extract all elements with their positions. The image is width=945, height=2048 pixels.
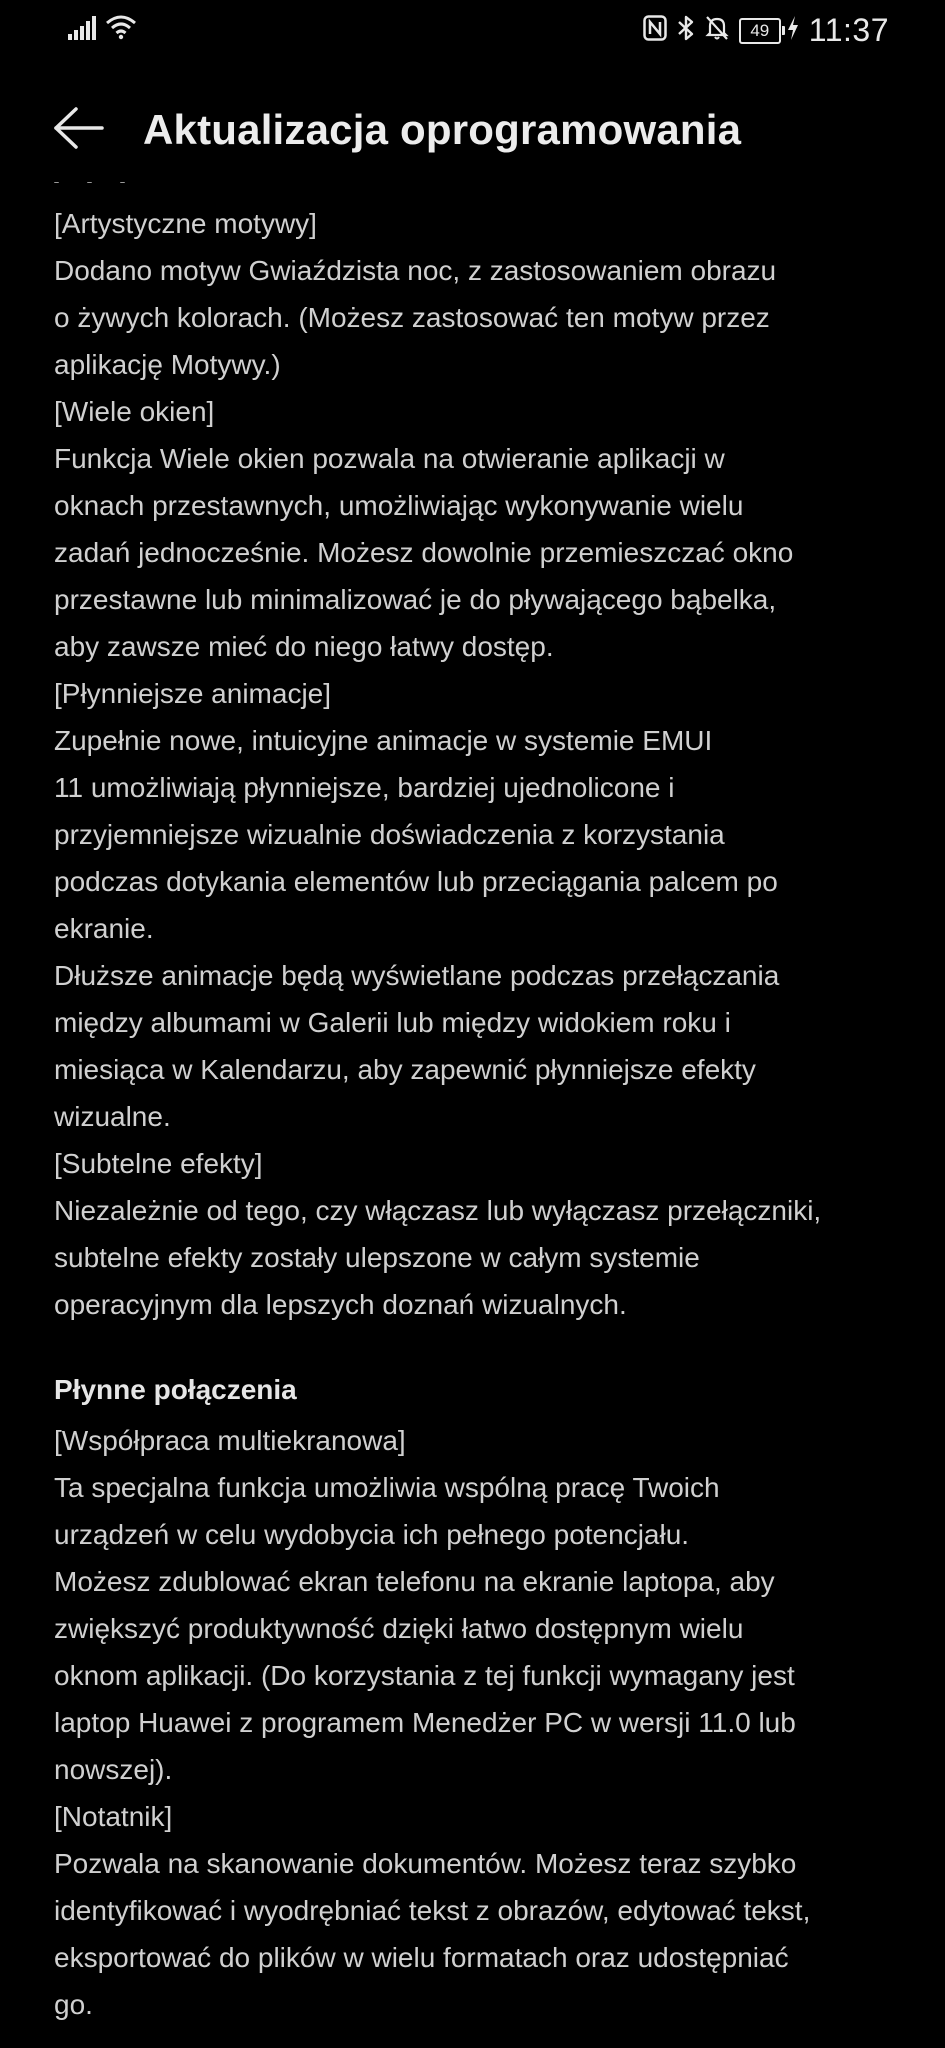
text-line: Zupełnie nowe, intuicyjne animacje w systemie EMUI — [54, 725, 713, 756]
status-time: 11:37 — [808, 12, 889, 48]
text-line: [Subtelne efekty] — [54, 1148, 263, 1179]
status-bar — [0, 0, 945, 64]
release-notes-section-1 — [54, 200, 914, 1328]
back-button[interactable] — [48, 104, 108, 156]
text-line: eksportować do plików w wielu formatach oraz udostępniać — [54, 1942, 789, 1973]
release-notes-section-2 — [54, 1417, 914, 2028]
text-line: [Współpraca multiekranowa] — [54, 1425, 406, 1456]
status-right — [643, 12, 889, 49]
text-line: identyfikować i wyodrębniać tekst z obrazów, edytować tekst, — [54, 1895, 811, 1926]
text-line: wizualne. — [54, 1101, 171, 1132]
text-line: o żywych kolorach. (Możesz zastosować ten motyw przez — [54, 302, 770, 333]
text-line: Ta specjalna funkcja umożliwia wspólną pracę Twoich — [54, 1472, 720, 1503]
text-line: [Płynniejsze animacje] — [54, 678, 332, 709]
text-line: przyjemniejsze wizualnie doświadczenia z korzystania — [54, 819, 725, 850]
text-line: operacyjnym dla lepszych doznań wizualnych. — [54, 1289, 627, 1320]
text-line: nowszej). — [54, 1754, 173, 1785]
text-line: aplikację Motywy.) — [54, 349, 281, 380]
text-line: ekranie. — [54, 913, 154, 944]
text-line: między albumami w Galerii lub między widokiem roku i — [54, 1007, 731, 1038]
text-line: Dłuższe animacje będą wyświetlane podczas przełączania — [54, 960, 780, 991]
wifi-icon — [104, 14, 138, 45]
text-line: oknach przestawnych, umożliwiając wykonywanie wielu — [54, 490, 744, 521]
text-line: Dodano motyw Gwiaździsta noc, z zastosowaniem obrazu — [54, 255, 777, 286]
bluetooth-icon — [677, 15, 695, 46]
text-line: przestawne lub minimalizować je do pływającego bąbelka, — [54, 584, 777, 615]
page-title: Aktualizacja oprogramowania — [143, 106, 742, 153]
text-line: subtelne efekty zostały ulepszone w całym systemie — [54, 1242, 700, 1273]
nfc-icon — [643, 15, 667, 46]
text-line: podczas dotykania elementów lub przeciągania palcem po — [54, 866, 778, 897]
arrow-left-icon — [52, 106, 104, 155]
text-line: [Notatnik] — [54, 1801, 173, 1832]
charging-icon — [787, 16, 799, 45]
text-line: aby zawsze mieć do niego łatwy dostęp. — [54, 631, 554, 662]
text-line: laptop Huawei z programem Menedżer PC w wersji 11.0 lub — [54, 1707, 796, 1738]
text-line: [Artystyczne motywy] — [54, 208, 317, 239]
clipped-text-fragment — [54, 173, 174, 183]
text-line: 11 umożliwiają płynniejsze, bardziej ujednolicone i — [54, 772, 675, 803]
text-line: Niezależnie od tego, czy włączasz lub wyłączasz przełączniki, — [54, 1195, 822, 1226]
section-heading: Płynne połączenia — [54, 1374, 297, 1405]
text-line: [Wiele okien] — [54, 396, 215, 427]
text-line: Funkcja Wiele okien pozwala na otwieranie aplikacji w — [54, 443, 725, 474]
text-line: Pozwala na skanowanie dokumentów. Możesz teraz szybko — [54, 1848, 797, 1879]
text-line: Możesz zdublować ekran telefonu na ekranie laptopa, aby — [54, 1566, 775, 1597]
battery-level: 49 — [739, 18, 781, 44]
mute-bell-icon — [705, 15, 729, 46]
text-line: urządzeń w celu wydobycia ich pełnego potencjału. — [54, 1519, 690, 1550]
text-line: go. — [54, 1989, 93, 2020]
text-line: zwiększyć produktywność dzięki łatwo dostępnym wielu — [54, 1613, 744, 1644]
app-bar — [0, 90, 945, 170]
text-line: oknom aplikacji. (Do korzystania z tej funkcji wymagany jest — [54, 1660, 795, 1691]
text-line: miesiąca w Kalendarzu, aby zapewnić płynniejsze efekty — [54, 1054, 756, 1085]
signal-icon — [68, 16, 96, 45]
status-left — [68, 14, 138, 45]
release-notes[interactable] — [54, 200, 914, 2028]
battery-icon — [739, 16, 799, 45]
text-line: zadań jednocześnie. Możesz dowolnie przemieszczać okno — [54, 537, 794, 568]
